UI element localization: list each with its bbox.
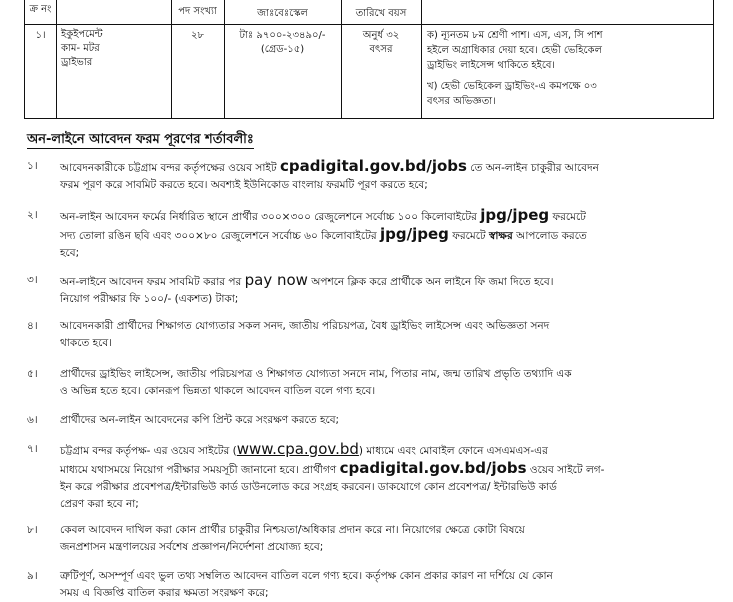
row-count: ২৮ [191,30,204,41]
item-text: অন-লাইনে আবেদন ফরম সাবমিট করার পর [60,276,242,288]
post-line: ইকুইপমেন্ট [61,29,103,40]
condition-item [27,522,717,558]
item-body [60,522,717,556]
item-text: ফরম পূরণ করে সাবমিট করতে হবে। অবশ্যই ইউনিকোড বাংলায় ফরমটি পূরণ করতে হবে; [60,179,428,191]
item-text: চট্টগ্রাম বন্দর কর্তৃপক্ষ- এর ওয়েব সাইটের ( [60,445,237,457]
table-divider [421,0,422,118]
header-serial-text: ক্র নং [29,4,52,15]
item-number: ৮। [27,524,38,536]
header-count [171,5,224,19]
item-text: ) মাধ্যমে এবং মোবাইল ফোনে এসএমএস-এর [358,445,548,457]
item-number: ৫। [27,368,38,380]
condition-item [27,441,717,513]
header-age [341,7,421,21]
item-body [60,207,717,262]
format-text: jpg/jpeg [379,225,449,243]
item-number: ২। [27,209,38,221]
item-text: কেবল আবেদন দাখিল করা কোন প্রার্থীর চাকুরীর নিশ্চয়তা/অধিকার প্রদান করে না। নিয়োগের ক্ষেত্রে কোটা বিষয়ে [60,524,525,536]
item-text: ওয়েব সাইটে লগ- [529,464,605,476]
item-number: ১। [27,160,38,172]
item-number: ৭। [27,443,38,455]
item-number: ৯। [27,570,38,582]
item-text: ত্রুটিপূর্ণ, অসম্পূর্ণ এবং ভুল তথ্য সম্বলিত আবেদন বাতিল বলে গণ্য হবে। কর্তৃপক্ষ কোন প্রকার কারণ না দর্শিয়ে যে কোন [60,570,553,582]
item-text: অপশনে ক্লিক করে প্রার্থীকে অন লাইনে ফি জমা দিতে হবে। [311,276,554,288]
item-number: ৪। [27,320,38,332]
item-text: প্রার্থীদের অন-লাইন আবেদনের কপি প্রিন্ট করে সংরক্ষণ করতে হবে; [60,414,340,426]
item-body [60,158,717,194]
item-text: ইন করে পরীক্ষার প্রবেশপত্র/ইন্টারভিউ কার্ড ডাউনলোড করে সংগ্রহ করবেন। ডাকযোগে কোন প্রবেশপত্র/ ইন্টারভিউ কার্ড [60,481,557,493]
row-post [61,28,169,70]
condition-item [27,158,717,194]
item-text: নিয়োগ পরীক্ষার ফি ১০০/- (একশত) টাকা; [60,293,239,305]
item-body [60,366,717,400]
item-text: ও অভিন্ন হতে হবে। কোনরূপ ভিন্নতা থাকলে আবেদন বাতিল বলে গণ্য হবে। [60,385,376,397]
item-text: ফরমেটে [452,230,486,242]
jobs-link[interactable]: cpadigital.gov.bd/jobs [279,157,467,175]
header-age-text: তারিখে বয়স [355,8,407,19]
signature-text: স্বাক্ষর [489,230,513,242]
table-divider [56,0,57,118]
item-text: সদ্য তোলা রঙিন ছবি এবং ৩০০×৮০ রেজুলেশনে সর্বোচ্চ ৬০ কিলোবাইটের [60,230,377,242]
pay-now-option[interactable]: pay now [244,271,308,289]
requirement-line: ড্রাইভিং লাইসেন্স থাকিতে হইবে। [427,60,556,71]
jobs-link[interactable]: cpadigital.gov.bd/jobs [339,459,527,477]
row-serial: ১। [35,30,46,41]
requirement-line: খ) হেভী ভেহিকেল ড্রাইভিং-এ কমপক্ষে ০৩ [427,81,597,92]
item-text: আবেদনকারী প্রার্থীদের শিক্ষাগত যোগ্যতার সকল সনদ, জাতীয় পরিচয়পত্র, বৈধ ড্রাইভিং লাইসেন্স এবং অভিজ্ঞতা সনদ [60,320,550,332]
scale-line: (গ্রেড-১৫) [260,44,305,55]
cpa-website-link[interactable]: www.cpa.gov.bd [236,440,359,458]
item-text: প্রেরণ করা হবে না; [60,498,139,510]
item-body [60,412,717,429]
row-scale [224,29,341,57]
header-serial [25,3,56,17]
item-body [60,272,717,308]
item-text: জনপ্রশাসন মন্ত্রণালয়ের সর্বশেষ প্রজ্ঞাপন/নির্দেশনা প্রযোজ্য হবে; [60,541,324,553]
item-text: থাকতে হবে। [60,337,112,349]
condition-item [27,412,717,430]
condition-item [27,207,717,261]
row-age [341,29,421,57]
scale-line: টাঃ ৯৭০০-২৩৪৯০/- [239,30,326,41]
condition-item [27,318,717,354]
age-line: বৎসর [369,44,393,55]
post-line: কাম- মটর [61,43,100,54]
table-header-divider [25,24,713,25]
condition-item [27,366,717,402]
item-text: মাধ্যমে যথাসময়ে নিয়োগ পরীক্ষার সময়সূচী জানানো হবে। প্রার্থীগণ [60,464,337,476]
header-count-text: পদ সংখ্যা [178,6,217,17]
header-scale-text: জাঃবেঃস্কেল [257,8,308,19]
section-title [27,130,254,151]
requirement-line: হইলে অগ্রাধিকার দেয়া হবে। হেভী ভেহিকেল [427,45,602,56]
header-scale [224,7,341,21]
format-text: jpg/jpeg [480,206,550,224]
age-line: অনুর্ধ ৩২ [362,30,400,41]
post-line: ড্রাইভার [61,57,93,68]
item-text: আবেদনকারীকে চট্টগ্রাম বন্দর কর্তৃপক্ষের ওয়েব সাইট [60,162,277,174]
row-requirements [427,28,711,109]
item-number: ৬। [27,414,38,426]
item-text: তে অন-লাইন চাকুরীর আবেদন [470,162,599,174]
condition-item [27,272,717,308]
item-body [60,568,717,602]
item-body [60,441,717,513]
item-text: অন-লাইন আবেদন ফর্মের নির্ধারিত স্থানে প্রার্থীর ৩০০×৩০০ রেজুলেশনে সর্বোচ্চ ১০০ কিলোবাইটের [60,211,477,223]
item-text: সময় এ বিজ্ঞপ্তি বাতিল করার ক্ষমতা সংরক্ষণ করে; [60,587,269,599]
item-text: আপলোড করতে [516,230,587,242]
item-body [60,318,717,352]
item-text: হবে; [60,247,80,259]
vacancy-table [24,0,714,119]
requirement-line: ক) ন্যূনতম ৮ম শ্রেণী পাশ। এস, এস, সি পাশ [427,30,603,41]
condition-item [27,568,717,600]
item-text: ফরমেটে [552,211,586,223]
item-number: ৩। [27,274,38,286]
section-title-text: অন-লাইনে আবেদন ফরম পূরণের শর্তাবলীঃ [27,132,254,147]
requirement-line: বৎসর অভিজ্ঞতা। [427,96,496,107]
item-text: প্রার্থীদের ড্রাইভিং লাইসেন্স, জাতীয় পরিচয়পত্র ও শিক্ষাগত যোগ্যতা সনদে নাম, পিতার নাম, জন্ম তারিখ প্রভৃতি তথ্যাদি এক [60,368,572,380]
